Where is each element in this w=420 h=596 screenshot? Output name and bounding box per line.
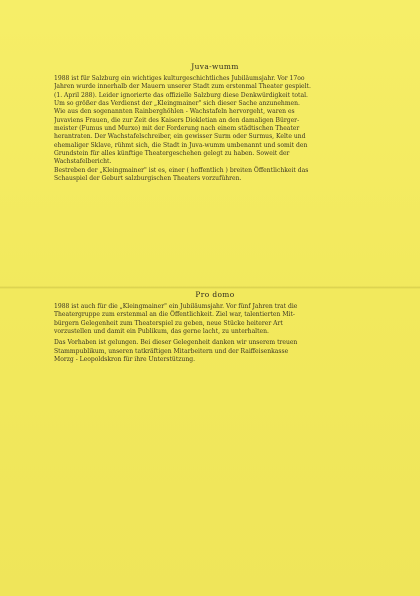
text-line: bürgern Gelegenheit zum Theaterspiel zu geben, neue Stücke heiterer Art [54,319,283,327]
text-line: ehemaliger Sklave, rühmt sich, die Stadt in Juva-wumm umbenannt und somit den [54,141,308,149]
section-title: Juva-wumm [191,62,239,71]
text-line: meister (Fumus und Murxo) mit der Forderung nach einem städtischen Theater [54,125,300,133]
text-line: Stammpublikum, unseren tatkräftigen Mitarbeitern und der Raiffeisenkasse [54,347,289,355]
text-line: Theatergruppe zum erstenmal an die Öffentlichkeit. Ziel war, talentierten Mit- [54,311,295,319]
section-juva-wumm [54,62,376,183]
text-line: vorzustellen und damit ein Publikum, das gerne lacht, zu unterhalten. [54,328,269,336]
text-line: Wie aus den sogenannten Rainberghöhlen - Wachstafeln hervorgeht, waren es [54,108,295,116]
text-line: herantraten. Der Wachstafelschreiber, ein gewisser Surm oder Surmus, Kelte und [54,133,306,141]
text-line: Juvaviens Frauen, die zur Zeit des Kaisers Diokletian an den damaligen Bürger- [54,116,300,124]
text-line: 1988 ist für Salzburg ein wichtiges kulturgeschichtliches Jubiläumsjahr. Vor 17oo [54,75,305,82]
paper-fold [0,286,420,289]
text-line: Das Vorhaben ist gelungen. Bei dieser Gelegenheit danken wir unserem treuen [54,339,298,347]
section-body [54,303,376,364]
text-line: Wachstafelbericht. [54,158,112,166]
text-line: Jahren wurde innerhalb der Mauern unserer Stadt zum erstenmal Theater gespielt. [54,83,311,91]
text-line: Morzg - Leopoldskron für ihre Unterstützung. [54,356,196,364]
section-body [54,75,376,183]
text-line: Bestreben der „Kleingmainer" ist es, einer ( hoffentlich ) breiten Öffentlichkeit das [54,166,309,174]
text-line: Um so größer das Verdienst der „Kleingmainer" sich dieser Sache anzunehmen. [54,100,300,108]
text-line: (1. April 288). Leider ignorierte das offizielle Salzburg diese Denkwürdigkeit total. [54,91,308,99]
text-line: Grundstein für alles künftige Theatergeschehen gelegt zu haben. Soweit der [54,150,290,158]
section-pro-domo [54,290,376,364]
text-line: Schauspiel der Geburt salzburgischen Theaters vorzuführen. [54,175,242,183]
text-line: 1988 ist auch für die „Kleingmainer" ein Jubiläumsjahr. Vor fünf Jahren trat die [54,303,298,310]
section-title: Pro domo [195,290,235,299]
